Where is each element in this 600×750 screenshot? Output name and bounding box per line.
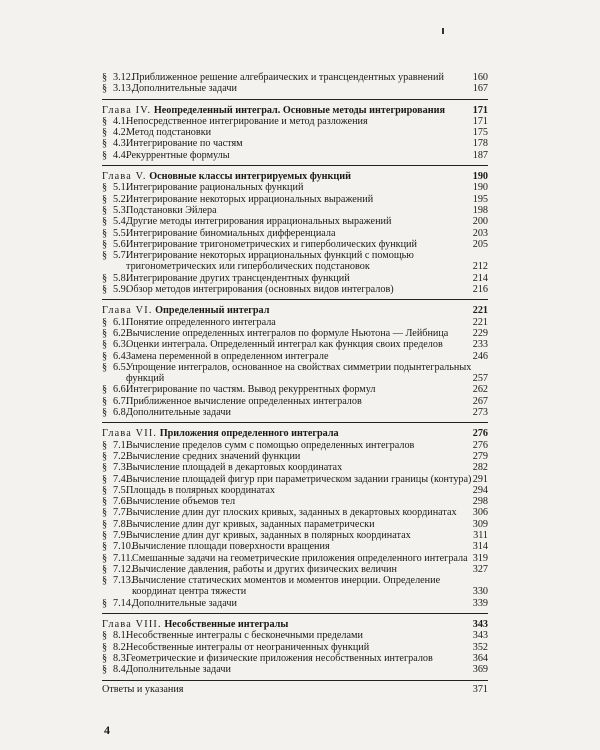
toc-section-entry — [102, 474, 488, 485]
page-ref: 369 — [472, 664, 488, 676]
section-number: § 7.3. — [102, 462, 129, 474]
section-number: § 8.3. — [102, 652, 129, 664]
toc-section-entry — [102, 575, 488, 598]
page-ref: 267 — [472, 395, 488, 407]
toc-section-entry — [102, 194, 488, 205]
section-title: Непосредственное интегрирование и метод разложения — [126, 115, 368, 127]
page-ref: 178 — [472, 138, 488, 150]
section-number: § 5.8. — [102, 272, 129, 284]
section-divider — [102, 613, 488, 614]
chapter-title: Глава VII. Приложения определенного интеграла — [102, 428, 339, 440]
section-title: Дополнительные задачи — [132, 597, 237, 609]
toc-chapter-heading — [102, 619, 488, 630]
section-title: Другие методы интегрирования иррациональных выражений — [126, 216, 392, 228]
page-ref: 294 — [472, 484, 488, 496]
toc-section-entry — [102, 239, 488, 250]
section-title: Обзор методов интегрирования (основных видов интегралов) — [126, 284, 394, 296]
toc-section-entry — [102, 228, 488, 239]
toc-section-entry — [102, 351, 488, 362]
toc-section-entry — [102, 598, 488, 609]
section-title: Приближенное решение алгебраических и трансцендентных уравнений — [132, 72, 444, 83]
section-title: Понятие определенного интеграла — [126, 316, 276, 328]
section-title: Вычисление длин дуг плоских кривых, заданных в декартовых координатах — [126, 507, 457, 519]
section-number: § 5.1. — [102, 182, 129, 194]
page-ref: 330 — [472, 586, 488, 598]
page-ref: 352 — [472, 641, 488, 653]
toc-section-entry — [102, 317, 488, 328]
section-number: § 6.3. — [102, 339, 129, 351]
section-number: § 5.9. — [102, 284, 129, 296]
section-title: Вычисление определенных интегралов по формуле Ньютона — Лейбница — [126, 327, 449, 339]
page-ref: 175 — [472, 127, 488, 139]
toc-section-entry — [102, 273, 488, 284]
section-title: Упрощение интегралов, основанное на свойствах симметрии подынтегральных функций — [126, 361, 472, 385]
section-number: § 7.4. — [102, 473, 129, 485]
section-number: § 6.4. — [102, 350, 129, 362]
section-title: Приближенное вычисление определенных интегралов — [126, 395, 362, 407]
toc-section-entry — [102, 541, 488, 552]
toc-section-entry — [102, 451, 488, 462]
section-title: Вычисление пределов сумм с помощью определенных интегралов — [126, 439, 415, 451]
section-title: Вычисление площади поверхности вращения — [132, 541, 330, 553]
section-title: Замена переменной в определенном интеграле — [126, 350, 329, 362]
page-ref: 327 — [472, 563, 488, 575]
page-ref: 205 — [472, 238, 488, 250]
section-title: Вычисление статических моментов и моментов инерции. Определение координат центра тяжести — [132, 575, 441, 598]
section-title: Вычисление площадей в декартовых координатах — [126, 462, 343, 474]
toc-section-entry — [102, 384, 488, 395]
page-ref: 276 — [472, 439, 488, 451]
chapter-label: Глава IV. — [102, 104, 152, 116]
page-ref: 160 — [472, 72, 488, 83]
section-title: Вычисление длин дуг кривых, заданных параметрически — [126, 518, 375, 530]
page-ref: 319 — [472, 552, 488, 564]
toc-section-entry — [102, 507, 488, 518]
section-title: Интегрирование биномиальных дифференциала — [126, 227, 336, 239]
toc-chapter-heading — [102, 305, 488, 316]
section-title: Подстановки Эйлера — [126, 204, 217, 216]
section-number: § 4.3. — [102, 138, 129, 150]
page-ref: 257 — [472, 373, 488, 385]
page-ref: 371 — [472, 683, 488, 695]
section-title: Дополнительные задачи — [126, 407, 231, 419]
page-ref: 214 — [472, 272, 488, 284]
page-ref: 246 — [472, 350, 488, 362]
page-ref: 216 — [472, 284, 488, 296]
toc-section-entry — [102, 530, 488, 541]
section-title: Интегрирование тригонометрических и гиперболических функций — [126, 238, 417, 250]
toc-chapter-heading — [102, 428, 488, 439]
section-number: § 7.10. — [102, 541, 134, 553]
toc-section-entry — [102, 396, 488, 407]
toc-section-entry — [102, 250, 488, 273]
chapter-title: Глава IV. Неопределенный интеграл. Основные методы интегрирования — [102, 104, 445, 116]
toc-section-entry — [102, 284, 488, 295]
toc-section-entry — [102, 440, 488, 451]
section-number: § 4.4. — [102, 149, 129, 161]
section-title: Интегрирование рациональных функций — [126, 182, 304, 194]
section-title: Вычисление объемов тел — [126, 496, 236, 508]
section-title: Интегрирование других трансцендентных функций — [126, 272, 350, 284]
chapter-label: Глава VII. — [102, 428, 158, 440]
section-title: Вычисление площадей фигур при параметрическом задании границы (контура) — [126, 473, 472, 485]
section-number: § 6.7. — [102, 395, 129, 407]
section-title: Интегрирование по частям. Вывод рекуррентных формул — [126, 384, 376, 396]
page-ref: 190 — [472, 171, 488, 183]
section-number: § 7.2. — [102, 450, 129, 462]
toc-section-entry — [102, 138, 488, 149]
table-of-contents — [102, 72, 488, 695]
chapter-title: Глава VI. Определенный интеграл — [102, 305, 270, 317]
section-title: Интегрирование по частям — [126, 138, 243, 150]
page-ref: 229 — [472, 327, 488, 339]
page-ref: 343 — [472, 630, 488, 642]
section-title: Смешанные задачи на геометрические приложения определенного интеграла — [132, 552, 468, 564]
toc-section-entry — [102, 564, 488, 575]
section-number: § 5.7. — [102, 250, 129, 262]
page-ref: 291 — [472, 473, 488, 485]
page-ref: 200 — [472, 216, 488, 228]
section-divider — [102, 680, 488, 681]
toc-section-entry — [102, 182, 488, 193]
chapter-label: Глава VIII. — [102, 619, 162, 631]
toc-section-entry — [102, 642, 488, 653]
section-number: § 5.5. — [102, 227, 129, 239]
toc-section-entry — [102, 653, 488, 664]
section-number: § 6.2. — [102, 327, 129, 339]
page-ref: 306 — [472, 507, 488, 519]
section-title: Площадь в полярных координатах — [126, 484, 275, 496]
section-title: Метод подстановки — [126, 127, 212, 139]
section-title: Интегрирование некоторых иррациональных выражений — [126, 193, 374, 205]
section-number: § 8.4. — [102, 664, 129, 676]
section-number: § 7.9. — [102, 529, 129, 541]
section-divider — [102, 99, 488, 100]
toc-section-entry — [102, 127, 488, 138]
section-number: § 5.6. — [102, 238, 129, 250]
section-number: § 7.13. — [102, 575, 134, 587]
section-number: § 4.2. — [102, 127, 129, 139]
page-ref: 262 — [472, 384, 488, 396]
section-number: § 7.7. — [102, 507, 129, 519]
section-number: § 5.3. — [102, 204, 129, 216]
page-ref: 198 — [472, 204, 488, 216]
section-number: § 8.1. — [102, 630, 129, 642]
toc-section-entry — [102, 630, 488, 641]
page-ref: 314 — [472, 541, 488, 553]
section-number: § 7.12. — [102, 563, 134, 575]
page-ref: 195 — [472, 193, 488, 205]
section-number: § 6.1. — [102, 316, 129, 328]
toc-chapter-heading — [102, 171, 488, 182]
toc-answers-entry — [102, 684, 488, 695]
section-title: Оценки интеграла. Определенный интеграл как функция своих пределов — [126, 339, 443, 351]
toc-section-entry — [102, 407, 488, 418]
page-ref: 221 — [472, 316, 488, 328]
toc-section-entry — [102, 553, 488, 564]
toc-section-entry — [102, 496, 488, 507]
section-title: Дополнительные задачи — [126, 664, 231, 676]
page-ref: 311 — [473, 529, 488, 541]
entry-title: Ответы и указания — [102, 683, 184, 695]
section-title: Вычисление давления, работы и других физических величин — [132, 563, 397, 575]
chapter-label: Глава VI. — [102, 305, 153, 317]
toc-section-entry — [102, 216, 488, 227]
toc-section-entry — [102, 72, 488, 83]
section-number: § 6.6. — [102, 384, 129, 396]
section-title: Интегрирование некоторых иррациональных функций с помощью тригонометрических или гиперболических подстановок — [126, 250, 414, 273]
section-number: § 7.6. — [102, 496, 129, 508]
section-number: § 5.2. — [102, 193, 129, 205]
page-ref: 273 — [472, 407, 488, 419]
scan-mark — [442, 28, 444, 34]
page-ref: 221 — [472, 305, 488, 317]
toc-section-entry — [102, 150, 488, 161]
section-divider — [102, 165, 488, 166]
page-number: 4 — [104, 723, 110, 737]
page-ref: 279 — [472, 450, 488, 462]
page-ref: 343 — [472, 619, 488, 631]
toc-section-entry — [102, 83, 488, 94]
section-number: § 8.2. — [102, 641, 129, 653]
toc-section-entry — [102, 462, 488, 473]
section-divider — [102, 299, 488, 300]
page-ref: 190 — [472, 182, 488, 194]
toc-section-entry — [102, 362, 488, 385]
toc-section-entry — [102, 116, 488, 127]
page-ref: 309 — [472, 518, 488, 530]
section-title: Рекуррентные формулы — [126, 149, 230, 161]
page-ref: 187 — [472, 149, 488, 161]
chapter-label: Глава V. — [102, 171, 147, 183]
section-number: § 7.14. — [102, 597, 134, 609]
page-ref: 364 — [472, 652, 488, 664]
toc-section-entry — [102, 205, 488, 216]
page-ref: 212 — [472, 261, 488, 273]
page-ref: 171 — [472, 115, 488, 127]
page-ref: 203 — [472, 227, 488, 239]
section-number: § 7.1. — [102, 439, 129, 451]
section-number: § 5.4. — [102, 216, 129, 228]
section-number: § 7.8. — [102, 518, 129, 530]
section-number: § 7.11. — [102, 552, 133, 564]
chapter-title: Глава VIII. Несобственные интегралы — [102, 619, 289, 631]
page-ref: 298 — [472, 496, 488, 508]
toc-chapter-heading — [102, 105, 488, 116]
page-ref: 276 — [472, 428, 488, 440]
section-title: Несобственные интегралы от неограниченных функций — [126, 641, 370, 653]
toc-section-entry — [102, 485, 488, 496]
toc-section-entry — [102, 339, 488, 350]
page-ref: 167 — [472, 83, 488, 95]
section-number: § 7.5. — [102, 484, 129, 496]
section-number: § 3.12. — [102, 72, 134, 83]
section-number: § 6.8. — [102, 407, 129, 419]
section-divider — [102, 422, 488, 423]
page-ref: 171 — [472, 104, 488, 116]
section-title: Несобственные интегралы с бесконечными пределами — [126, 630, 363, 642]
page-ref: 233 — [472, 339, 488, 351]
section-title: Геометрические и физические приложения несобственных интегралов — [126, 652, 433, 664]
page-ref: 339 — [472, 597, 488, 609]
section-title: Вычисление длин дуг кривых, заданных в полярных координатах — [126, 529, 411, 541]
chapter-title: Глава V. Основные классы интегрируемых функций — [102, 171, 352, 183]
section-title: Вычисление средних значений функции — [126, 450, 301, 462]
section-number: § 3.13. — [102, 83, 134, 95]
section-number: § 6.5. — [102, 361, 129, 373]
toc-section-entry — [102, 328, 488, 339]
page-ref: 282 — [472, 462, 488, 474]
toc-section-entry — [102, 519, 488, 530]
toc-section-entry — [102, 664, 488, 675]
section-number: § 4.1. — [102, 115, 129, 127]
section-title: Дополнительные задачи — [132, 83, 237, 95]
